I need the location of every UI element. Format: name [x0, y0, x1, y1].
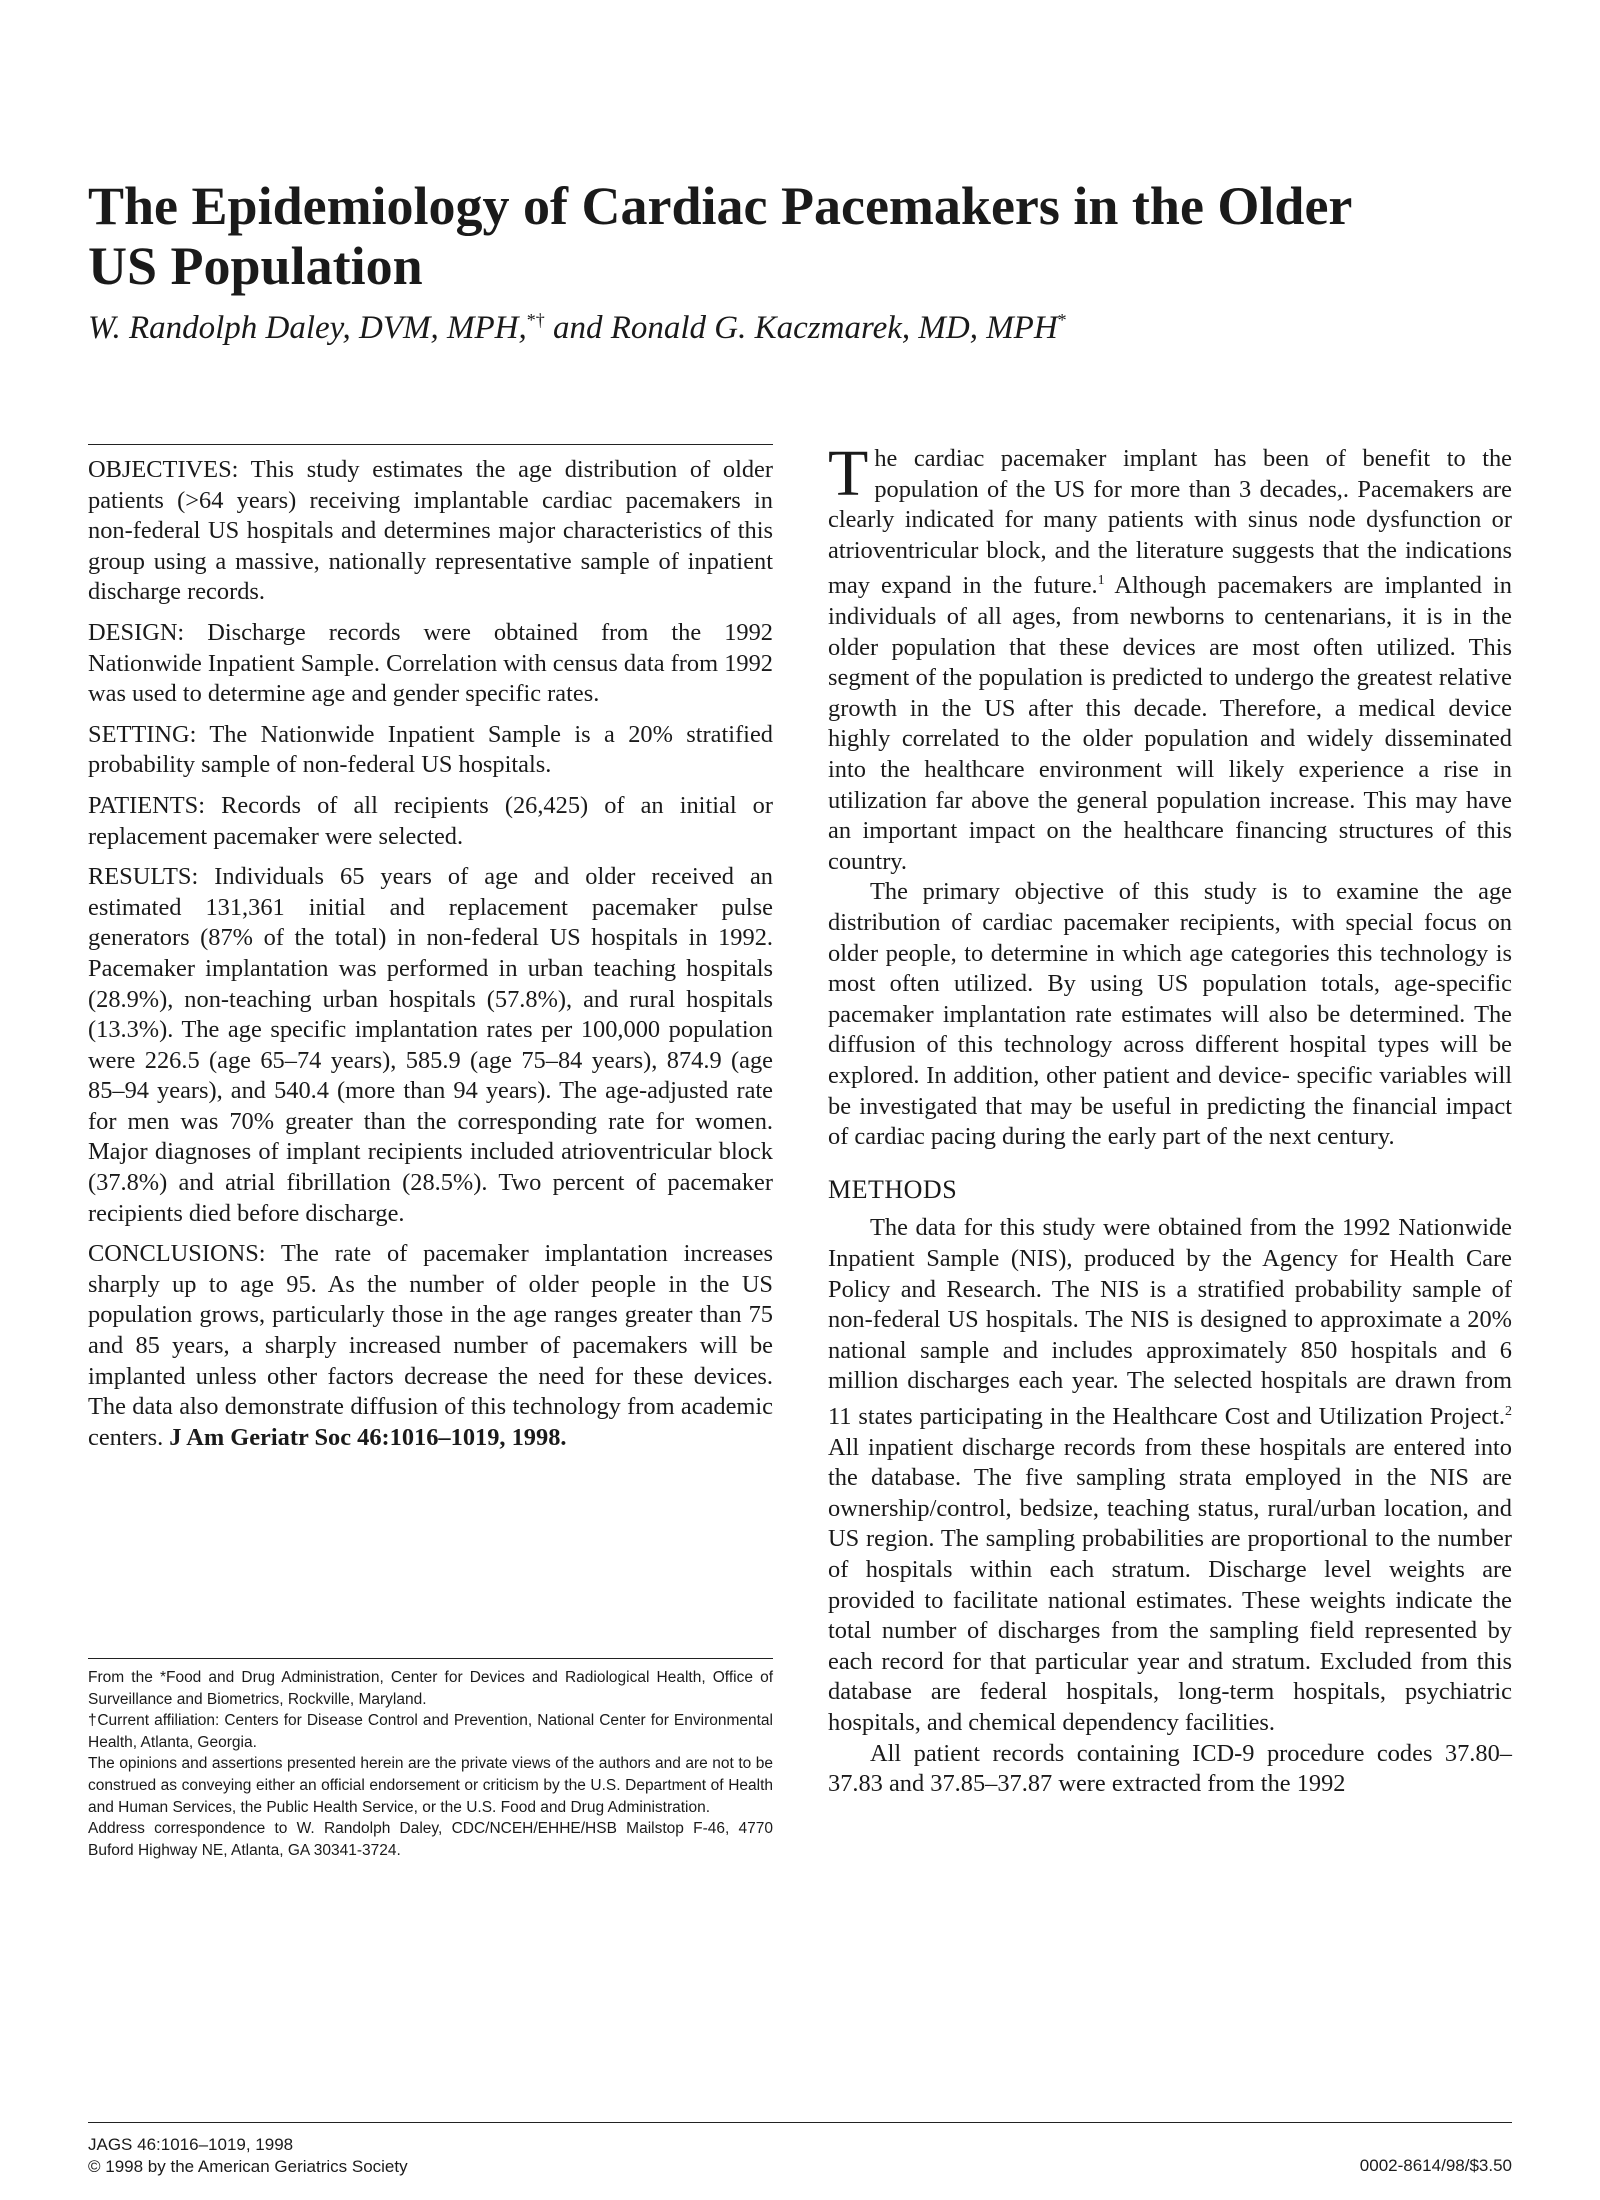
footnote-address: Address correspondence to W. Randolph Daley, CDC/NCEH/EHHE/HSB Mailstop F-46, 4770 Buford Highway NE, Atlanta, GA 30341-3724. [88, 1820, 773, 1859]
abstract-setting [88, 720, 773, 781]
issn-code: 0002-8614/98/$3.50 [1359, 2156, 1512, 2175]
author-line [88, 310, 1067, 347]
methods-p1-text: The data for this study were obtained from the 1992 Nationwide Inpatient Sample (NIS), produced by the Agency for Health Care Policy and Research. The NIS is a stratified probability sample of non-federal US hospitals. The NIS is designed to approximate a 20% national sample and includes approximately 850 hospitals and 6 million discharges each year. The selected hospitals are drawn from 11 states participating in the Healthcare Cost and Utilization Project. [828, 1214, 1512, 1431]
methods-paragraph-2: All patient records containing ICD-9 procedure codes 37.80–37.83 and 37.85–37.87 were extracted from the 1992 [828, 1739, 1512, 1798]
reference-1: 1 [1097, 573, 1105, 589]
footnote-disclaimer: The opinions and assertions presented herein are the private views of the authors and are not to be construed as conveying either an official endorsement or criticism by the U.S. Department of Health and Human Services, the Public Health Service, or the U.S. Food and Drug Administration. [88, 1755, 773, 1816]
abstract-objectives [88, 455, 773, 608]
results-text: Individuals 65 years of age and older received an estimated 131,361 initial and replacement pacemaker pulse generators (87% of the total) in non-federal US hospitals in 1992. Pacemaker implantation was performed in urban teaching hospitals (28.9%), non-teaching urban hospitals (57.8%), and rural hospitals (13.3%). The age specific implantation rates per 100,000 population were 226.5 (age 65–74 years), 585.9 (age 75–84 years), 874.9 (age 85–94 years), and 540.4 (more than 94 years). The age-adjusted rate for men was 70% greater than the corresponding rate for women. Major diagnoses of implant recipients included atrioventricular block (37.8%) and atrial fibrillation (28.5%). Two percent of pacemaker recipients died before discharge. [88, 863, 773, 1227]
author-2-marks: * [1057, 310, 1067, 330]
setting-text: The Nationwide Inpatient Sample is a 20% stratified probability sample of non-federal US hospitals. [88, 720, 773, 779]
reference-2: 2 [1505, 1403, 1512, 1419]
design-text: Discharge records were obtained from the 1992 Nationwide Inpatient Sample. Correlation with census data from 1992 was used to determine age and gender specific rates. [88, 618, 773, 708]
conclusions-text: The rate of pacemaker implantation increases sharply up to age 95. As the number of older people in the US population grows, particularly those in the age ranges greater than 75 and 85 years, a sharply increased number of pacemakers will be implanted unless other factors decrease the need for these devices. The data also demonstrate diffusion of this technology from academic centers. [88, 1240, 773, 1451]
intro-paragraph-1 [828, 437, 1512, 877]
abstract-conclusions [88, 1239, 773, 1453]
results-label: RESULTS: [88, 863, 199, 891]
copyright-notice: © 1998 by the American Geriatrics Society [88, 2157, 408, 2176]
conclusions-label: CONCLUSIONS: [88, 1240, 266, 1268]
methods-heading: METHODS [828, 1174, 958, 1204]
drop-cap: T [828, 437, 869, 510]
journal-volume: JAGS 46:1016–1019, 1998 [88, 2135, 294, 2154]
intro-p1-continued: Although pacemakers are implanted in individuals of all ages, from newborns to centenarians, it is in the older population that these devices are most often utilized. This segment of the population is predicted to undergo the greatest relative growth in the US after this decade. Therefore, a medical device highly correlated to the older population and widely disseminated into the healthcare environment will likely experience a rise in utilization far above the general population increase. This may have an important impact on the healthcare financing structures of this country. [828, 572, 1512, 875]
author-1-marks: *† [526, 310, 545, 330]
patients-label: PATIENTS: [88, 791, 206, 819]
author-2: Ronald G. Kaczmarek, MD, MPH [610, 310, 1058, 346]
footnotes [88, 1658, 773, 1861]
intro-p1-text: he cardiac pacemaker implant has been of benefit to the population of the US for more than 3 decades,. Pacemakers are clearly indicated for many patients with sinus node dysfunction or atrioventricular block, and the literature suggests that the indications may expand in the future. [828, 445, 1512, 600]
setting-label: SETTING: [88, 720, 197, 748]
objectives-text: This study estimates the age distribution of older patients (>64 years) receiving implantable cardiac pacemakers in non-federal US hospitals and determines major characteristics of this group using a massive, nationally representative sample of inpatient discharge records. [88, 456, 773, 606]
abstract-results [88, 862, 773, 1229]
methods-paragraph-1 [828, 1213, 1512, 1738]
body-column [828, 437, 1512, 1800]
methods-p1-continued: All inpatient discharge records from these hospitals are entered into the database. The five sampling strata employed in the NIS are ownership/control, bedsize, teaching status, rural/urban location, and US region. The sampling probabilities are proportional to the number of hospitals within each stratum. Discharge level weights are provided to facilitate national estimates. These weights indicate the total number of discharges from the sampling field represented by each record for that particular year and stratum. Excluded from this database are federal hospitals, long-term hospitals, psychiatric hospitals, and chemical dependency facilities. [828, 1433, 1512, 1736]
article-title [88, 176, 1388, 296]
title-line-1: The Epidemiology of Cardiac Pacemakers in the Older [88, 176, 1353, 236]
objectives-label: OBJECTIVES: [88, 456, 239, 483]
title-line-2: US Population [88, 236, 423, 296]
abstract-design [88, 618, 773, 710]
abstract-patients [88, 791, 773, 852]
journal-info [88, 2134, 408, 2178]
footnote-current-affiliation: †Current affiliation: Centers for Disease Control and Prevention, National Center for Environmental Health, Atlanta, Georgia. [88, 1712, 773, 1751]
abstract [88, 444, 773, 1463]
author-1: W. Randolph Daley, DVM, MPH, [88, 310, 527, 346]
footnote-affiliation: From the *Food and Drug Administration, Center for Devices and Radiological Health, Office of Surveillance and Biometrics, Rockville, Maryland. [88, 1669, 773, 1708]
footer-divider [88, 2122, 1512, 2123]
journal-citation: J Am Geriatr Soc 46:1016–1019, 1998. [169, 1423, 567, 1451]
design-label: DESIGN: [88, 618, 185, 646]
author-conjunction: and [544, 310, 611, 346]
patients-text: Records of all recipients (26,425) of an initial or replacement pacemaker were selected. [88, 791, 773, 850]
intro-paragraph-2: The primary objective of this study is to examine the age distribution of cardiac pacemaker recipients, with special focus on older people, to determine in which age categories this technology is most often utilized. By using US population totals, age-specific pacemaker implantation rate estimates will also be determined. The diffusion of this technology across different hospital types will be explored. In addition, other patient and device- specific variables will be investigated that may be useful in predicting the financial impact of cardiac pacing during the early part of the next century. [828, 878, 1512, 1151]
